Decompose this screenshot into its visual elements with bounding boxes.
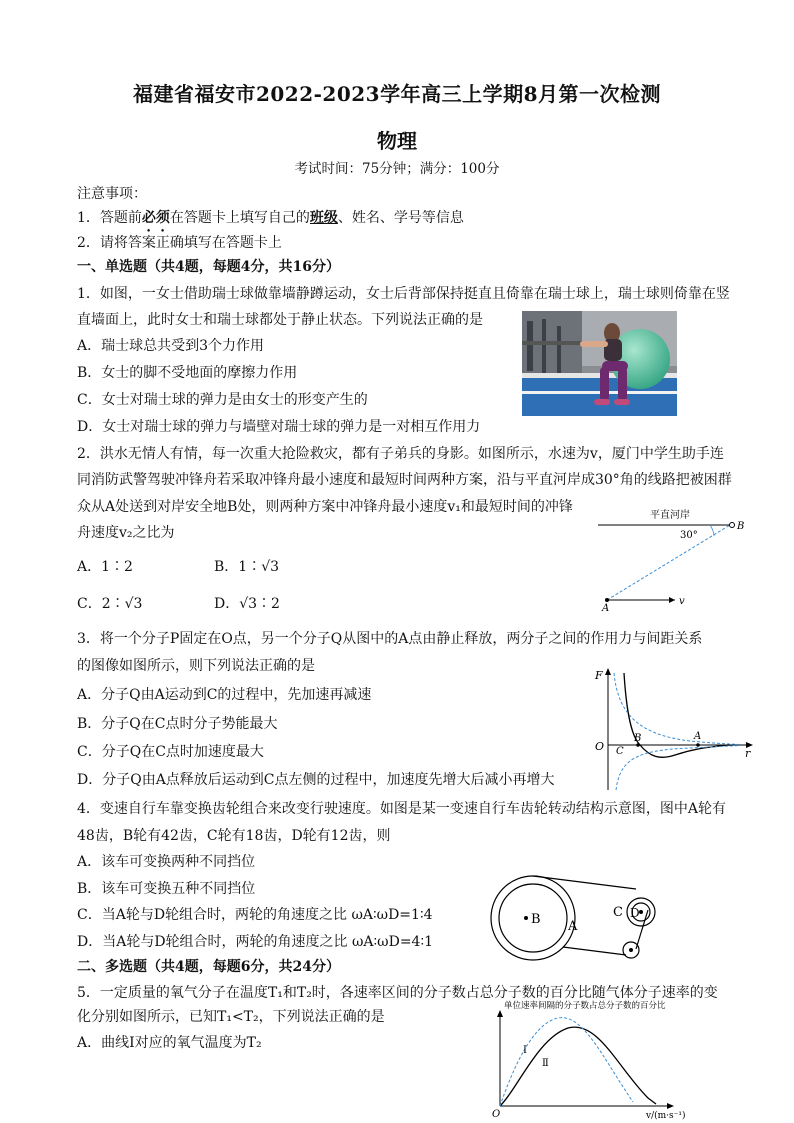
- q2-option-c: C．2∶√3: [77, 596, 143, 612]
- q2-label-b: B: [737, 521, 745, 532]
- q2-label-v: v: [679, 596, 685, 607]
- q2-option-a: A．1∶2: [77, 559, 133, 575]
- q4-label-c: C: [613, 905, 623, 920]
- q2-path-line: [607, 525, 730, 600]
- q5-label-o: O: [492, 1109, 501, 1120]
- note-2: 2．请将答案正确填写在答题卡上: [77, 235, 282, 251]
- q5-curve-ii: [500, 1027, 656, 1106]
- q1-option-b: B．女士的脚不受地面的摩擦力作用: [77, 365, 298, 381]
- q1-stem-line-2: 直墙面上，此时女士和瑞士球都处于静止状态。下列说法正确的是: [77, 312, 483, 328]
- q3-force-distance-graph: [590, 665, 760, 795]
- q4-stem-line-1: 4．变速自行车靠变换齿轮组合来改变行驶速度。如图是某一变速自行车齿轮转动结构示意图，图中A轮有: [77, 801, 727, 817]
- q2-arrow-head: [669, 597, 675, 603]
- q1-option-c: C．女士对瑞士球的弹力是由女士的形变产生的: [77, 392, 368, 408]
- document-title: 福建省福安市2022-2023学年高三上学期8月第一次检测: [132, 82, 662, 106]
- q3-stem-line-1: 3．将一个分子P固定在O点，另一个分子Q从图中的A点由静止释放，两分子之间的作用力与间距关系: [77, 631, 703, 647]
- q5-label-i: Ⅰ: [523, 1045, 527, 1056]
- q2-label-a: A: [602, 603, 610, 613]
- q2-stem-line-2: 同消防武警驾驶冲锋舟若采取冲锋舟最小速度和最短时间两种方案，沿与平直河岸成30°角的线路把被困群: [77, 472, 732, 488]
- q2-option-d: D．√3∶2: [214, 596, 280, 612]
- q3-stem-line-2: 的图像如图所示，则下列说法正确的是: [77, 658, 315, 674]
- q2-point-b: [730, 523, 735, 528]
- q2-stem-line-4: 舟速度v₂之比为: [77, 525, 175, 541]
- q2-river-diagram: [590, 505, 750, 613]
- q4-option-c: C．当A轮与D轮组合时，两轮的角速度之比 ωA∶ωD=1∶4: [77, 907, 433, 923]
- section-1-heading: 一、单选题（共4题，每题4分，共16分）: [77, 259, 340, 275]
- q4-label-a: A: [568, 919, 578, 934]
- note-1: 1．答题前必须在答题卡上填写自己的班级、姓名、学号等信息: [77, 210, 464, 226]
- q5-stem-line-2: 化分别如图所示，已知T₁<T₂，下列说法正确的是: [77, 1009, 385, 1025]
- q4-option-b: B．该车可变换五种不同挡位: [77, 881, 256, 897]
- q5-curve-i: [500, 1018, 633, 1106]
- q5-speed-distribution-graph: [488, 998, 718, 1120]
- q3-label-a: A: [694, 731, 702, 742]
- q4-chain-bottom: [563, 947, 626, 955]
- q2-option-b: B．1∶√3: [214, 559, 280, 575]
- q3-option-c: C．分子Q在C点时加速度最大: [77, 744, 264, 760]
- q4-stem-line-2: 48齿，B轮有42齿，C轮有18齿，D轮有12齿，则: [77, 828, 391, 844]
- q1-option-a: A．瑞士球总共受到3个力作用: [77, 338, 265, 354]
- q2-stem-line-1: 2．洪水无情人有情，每一次重大抢险救灾，都有子弟兵的身影。如图所示，水速为v，厦门中学生助手连: [77, 446, 724, 462]
- q4-option-a: A．该车可变换两种不同挡位: [77, 854, 256, 870]
- q1-stem-line-1: 1．如图，一女士借助瑞士球做靠墙静蹲运动，女士后背部保持挺直且倚靠在瑞士球上，瑞士球则倚靠在竖: [77, 286, 730, 302]
- q3-point-a: [696, 743, 700, 747]
- q5-option-a: A．曲线Ⅰ对应的氧气温度为T₂: [77, 1035, 262, 1051]
- q3-label-c: C: [616, 746, 624, 757]
- q5-y-label: 单位速率间隔的分子数占总分子数的百分比: [504, 1001, 666, 1011]
- subject-title: 物理: [377, 129, 417, 153]
- q3-attractive-curve: [616, 746, 740, 791]
- q5-x-label: v/(m·s⁻¹): [646, 1111, 686, 1120]
- q3-label-b: B: [634, 733, 642, 744]
- notes-heading: 注意事项：: [77, 186, 147, 202]
- q3-option-a: A．分子Q由A运动到C的过程中，先加速再减速: [77, 687, 372, 703]
- q2-stem-line-3: 众从A处送到对岸安全地B处，则两种方案中冲锋舟最小速度v₁和最短时间的冲锋: [77, 499, 573, 515]
- q3-label-r: r: [745, 747, 751, 760]
- q3-option-d: D．分子Q由A点释放后运动到C点左侧的过程中，加速度先增大后减小再增大: [77, 772, 555, 788]
- q3-option-b: B．分子Q在C点时分子势能最大: [77, 716, 278, 732]
- q4-label-d: D: [630, 906, 640, 920]
- q1-option-d: D．女士对瑞士球的弹力与墙壁对瑞士球的弹力是一对相互作用力: [77, 419, 481, 435]
- q4-option-d: D．当A轮与D轮组合时，两轮的角速度之比 ωA∶ωD=4∶1: [77, 934, 434, 950]
- q3-label-f: F: [595, 669, 603, 682]
- q5-stem-line-1: 5．一定质量的氧气分子在温度T₁和T₂时，各速率区间的分子数占总分子数的百分比随气体分子速率的变: [77, 985, 718, 1001]
- q4-gear-diagram: [488, 875, 668, 965]
- exam-info: 考试时间：75分钟；满分：100分: [294, 161, 500, 177]
- q4-label-b: B: [531, 912, 541, 927]
- section-2-heading: 二、多选题（共4题，每题6分，共24分）: [77, 959, 340, 975]
- q2-bank-label: 平直河岸: [650, 510, 690, 521]
- q3-label-o: O: [595, 740, 605, 753]
- q2-angle-label: 30°: [680, 530, 698, 541]
- q1-photo-woman-swiss-ball: [522, 311, 677, 416]
- q5-label-ii: Ⅱ: [542, 1058, 549, 1069]
- q2-angle-arc: [710, 525, 714, 536]
